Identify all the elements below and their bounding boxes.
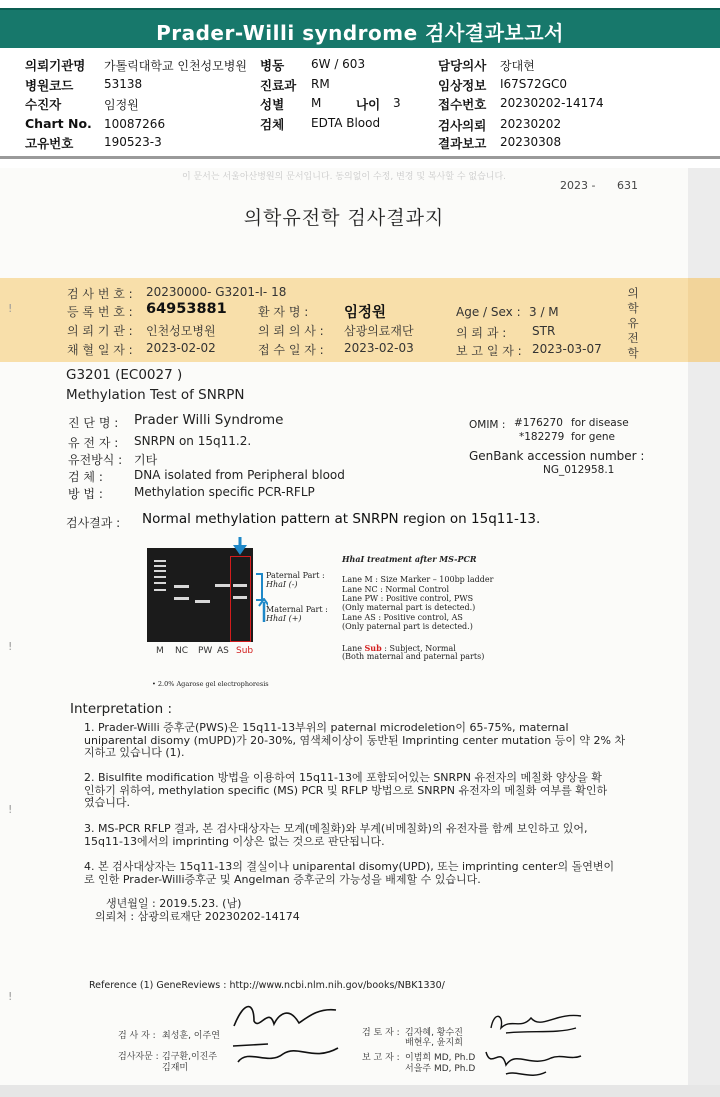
label-collection-date: 채 혈 일 자 : — [67, 343, 133, 357]
interpretation-line: 1. Prader-Willi 증후군(PWS)은 15q11-13부위의 paternal microdeletion이 65-75%, maternal — [84, 721, 569, 734]
label-attending-doctor: 담당의사 — [438, 58, 487, 73]
requesting-doctor: 삼광의료재단 — [344, 324, 414, 338]
attending-doctor: 장대현 — [500, 59, 535, 73]
margin-mark: ! — [8, 302, 13, 315]
reviewer-2: 배현우, 윤지희 — [405, 1038, 463, 1048]
ward: 6W / 603 — [311, 57, 366, 71]
gel-band — [154, 570, 166, 572]
label-diagnosis: 진 단 명 : — [68, 416, 119, 430]
test-request-date: 20230202 — [500, 117, 562, 131]
label-clinical-info: 임상정보 — [438, 78, 487, 93]
label-gene: 유 전 자 : — [68, 436, 119, 450]
gene: SNRPN on 15q11.2. — [134, 434, 252, 448]
gel-caption: • 2.0% Agarose gel electrophoresis — [152, 680, 269, 688]
report-date: 2023-03-07 — [532, 342, 602, 356]
label-department: 진료과 — [260, 78, 297, 93]
reporter: 이범희 MD, Ph.D — [405, 1053, 476, 1063]
gel-band — [215, 584, 230, 587]
patient-name-band: 임정원 — [344, 305, 387, 321]
sex: M — [311, 96, 322, 110]
interpretation-line: 3. MS-PCR RFLP 결과, 본 검사대상자는 모계(메칠화)와 부계(비메칠화)의 유전자를 함께 보인하고 있어, — [84, 822, 588, 835]
label-reporter: 보 고 자 : — [362, 1053, 400, 1063]
omim-gene-text: for gene — [571, 431, 616, 443]
requesting-org: 인천성모병원 — [146, 324, 216, 338]
interpretation-line: 로 인한 Prader-Willi증후군 및 Angelman 증후군의 가능성을 배제할 수 있습니다. — [84, 873, 481, 886]
reviewer: 김자혜, 황수진 — [405, 1028, 463, 1038]
interpretation-line: 인하기 위하여, methylation specific (MS) PCR 및 RFLP 방법으로 SNRPN 유전자의 메칠화 여부를 확인하 — [84, 784, 608, 797]
gel-band — [174, 597, 189, 600]
label-requesting-doctor: 의 뢰 의 사 : — [258, 324, 324, 338]
reporter-signature — [476, 1040, 586, 1082]
interpretation-title: Interpretation : — [70, 701, 173, 717]
tester: 최성훈, 이주연 — [162, 1031, 220, 1041]
margin-mark: ! — [8, 803, 13, 816]
gel-band — [154, 576, 166, 578]
label-inheritance: 유전방식 : — [68, 453, 123, 467]
label-patient: 수진자 — [25, 97, 62, 112]
label-age-sex: Age / Sex : — [456, 305, 521, 319]
maternal-enzyme: HhaI (+) — [266, 614, 302, 623]
label-result-report: 결과보고 — [438, 136, 487, 151]
result-report-date: 20230308 — [500, 135, 562, 149]
label-patient-name: 환 자 명 : — [258, 305, 309, 319]
reviewer-signature — [486, 1006, 586, 1038]
interpretation-line: uniparental disomy (mUPD)가 20-30%, 염색체이상이 동반된 Imprinting center mutation 등이 약 2% 차 — [84, 734, 626, 747]
interpretation-line: 2. Bisulfite modification 방법을 이용하여 15q11-13에 포함되어있는 SNRPN 유전자의 메칠화 양상을 확 — [84, 771, 602, 784]
registration-number: 64953881 — [146, 301, 227, 317]
age: 3 — [393, 96, 401, 110]
unique-number: 190523-3 — [104, 135, 162, 149]
label-receipt-date: 접 수 일 자 : — [258, 343, 324, 357]
doc-year: 2023 - — [560, 179, 596, 192]
label-method: 방 법 : — [68, 487, 103, 501]
interpretation-line: 였습니다. — [84, 796, 131, 809]
paternal-part-label: Paternal Part : — [266, 571, 325, 580]
clinical-info: I67S72GC0 — [500, 77, 568, 91]
omim-gene-no: *182279 — [519, 431, 565, 443]
requesting-dept: STR — [532, 324, 556, 338]
copyright-notice: 이 문서는 서울아산병원의 문서입니다. 동의없이 수정, 변경 및 복사할 수 없습니다. — [181, 172, 507, 182]
gel-legend-subject-lane: Sub — [364, 643, 382, 653]
gel-legend-subject-prefix: Lane — [342, 644, 365, 653]
maternal-part-label: Maternal Part : — [266, 605, 328, 614]
inheritance: 기타 — [134, 453, 158, 467]
lane-label-m: M — [156, 646, 164, 656]
age-sex: 3 / M — [529, 305, 559, 319]
test-name: Methylation Test of SNRPN — [66, 387, 245, 403]
gel-legend-line: Lane NC : Normal Control — [342, 585, 450, 594]
diagnosis: Prader Willi Syndrome — [134, 412, 284, 428]
receipt-date: 2023-02-03 — [344, 341, 414, 355]
receipt-number: 20230202-14174 — [500, 96, 604, 110]
gel-band — [154, 589, 166, 591]
label-report-date: 보 고 일 자 : — [456, 344, 522, 358]
reference: Reference (1) GeneReviews : http://www.ncbi.nlm.nih.gov/books/NBK1330/ — [89, 980, 445, 991]
label-requesting-institution: 의뢰기관명 — [25, 58, 86, 73]
genbank-label: GenBank accession number : — [469, 449, 645, 463]
document-title: 의학유전학 검사결과지 — [243, 207, 445, 229]
label-ward: 병동 — [260, 58, 285, 73]
label-hospital-code: 병원코드 — [25, 78, 74, 93]
tester-signature — [224, 996, 344, 1036]
requesting-institution: 가톨릭대학교 인천성모병원 — [104, 59, 247, 73]
interpretation-line: 15q11-13에서의 imprinting 이상은 없는 것으로 판단됩니다. — [84, 835, 385, 848]
lane-label-as: AS — [217, 646, 229, 656]
test-number: 20230000- G3201-I- 18 — [146, 285, 287, 299]
label-tester: 검 사 자 : — [118, 1031, 156, 1041]
label-chart-no: Chart No. — [25, 116, 92, 131]
header-divider — [0, 156, 720, 159]
label-test-number: 검 사 번 호 : — [67, 287, 133, 301]
label-test-advisor: 검사자문 : — [118, 1052, 159, 1062]
side-label: 의 학 유 전 학 — [627, 286, 639, 360]
birth-date: 생년월일 : 2019.5.23. (남) — [106, 897, 242, 910]
gel-band — [154, 582, 166, 584]
label-specimen: 검체 — [260, 117, 285, 132]
gel-legend-line: (Only paternal part is detected.) — [342, 622, 473, 631]
label-result: 검사결과 : — [66, 516, 121, 530]
gel-legend-line: Lane PW : Positive control, PWS — [342, 594, 474, 603]
test-result: Normal methylation pattern at SNRPN region on 15q11-13. — [142, 511, 541, 527]
requester: 의뢰처 : 삼광의료재단 20230202-14174 — [95, 910, 300, 923]
doc-number: 631 — [617, 179, 638, 192]
omim-disease-text: for disease — [571, 417, 629, 429]
interpretation-line: 4. 본 검사대상자는 15q11-13의 결실이나 uniparental disomy(UPD), 또는 imprinting center의 돌연변이 — [84, 860, 615, 873]
omim-label: OMIM : — [469, 419, 506, 431]
label-requesting-dept: 의 뢰 과 : — [456, 326, 507, 340]
report-title: Prader-Willi syndrome 검사결과보고서 — [156, 21, 564, 45]
label-sample: 검 체 : — [68, 470, 103, 484]
gel-legend-subject-note: (Both maternal and paternal parts) — [342, 652, 485, 661]
report-banner — [0, 8, 720, 48]
hospital-code: 53138 — [104, 77, 143, 91]
patient-info-band-edge — [688, 278, 720, 362]
label-age: 나이 — [356, 97, 381, 112]
gel-band — [154, 565, 166, 567]
arrow-down-icon — [230, 535, 250, 557]
reporter-2: 서을주 MD, Ph.D — [405, 1064, 476, 1074]
gel-legend-line: (Only maternal part is detected.) — [342, 603, 476, 612]
test-advisor: 김구환,이진주 — [162, 1052, 218, 1062]
gel-band — [195, 600, 210, 603]
gel-legend-line: Lane AS : Positive control, AS — [342, 613, 463, 622]
department: RM — [311, 77, 330, 91]
label-sex: 성별 — [260, 97, 285, 112]
subject-lane-highlight — [230, 556, 251, 642]
label-reviewer: 검 토 자 : — [362, 1028, 400, 1038]
gel-band — [154, 560, 166, 562]
gel-legend-line: Lane M : Size Marker – 100bp ladder — [342, 575, 494, 584]
interpretation-line: 지하고 있습니다 (1). — [84, 746, 185, 759]
method: Methylation specific PCR-RFLP — [134, 485, 315, 499]
label-unique-number: 고유번호 — [25, 136, 74, 151]
label-receipt-number: 접수번호 — [438, 97, 487, 112]
label-requesting-org: 의 뢰 기 관 : — [67, 324, 133, 338]
margin-mark: ! — [8, 990, 13, 1003]
lane-label-nc: NC — [175, 646, 189, 656]
paternal-enzyme: HhaI (-) — [266, 580, 298, 589]
gel-legend-subject-rest: : Subject, Normal — [381, 644, 456, 653]
test-advisor-2: 김재미 — [162, 1063, 189, 1073]
lane-label-sub: Sub — [236, 646, 254, 656]
genbank-number: NG_012958.1 — [543, 464, 615, 476]
test-code: G3201 (EC0027 ) — [66, 367, 183, 383]
label-registration-number: 등 록 번 호 : — [67, 305, 133, 319]
patient-name: 임정원 — [104, 98, 139, 112]
margin-mark: ! — [8, 640, 13, 653]
chart-no: 10087266 — [104, 117, 166, 131]
collection-date: 2023-02-02 — [146, 341, 216, 355]
gel-legend-title: HhaI treatment after MS-PCR — [342, 554, 477, 564]
gel-band — [174, 585, 189, 588]
specimen: EDTA Blood — [311, 116, 381, 130]
advisor-signature — [228, 1036, 348, 1072]
label-test-request: 검사의뢰 — [438, 118, 487, 133]
lane-label-pw: PW — [198, 646, 213, 656]
omim-disease-no: #176270 — [514, 417, 563, 429]
sample: DNA isolated from Peripheral blood — [134, 468, 345, 482]
page-bottom-margin — [0, 1085, 720, 1097]
